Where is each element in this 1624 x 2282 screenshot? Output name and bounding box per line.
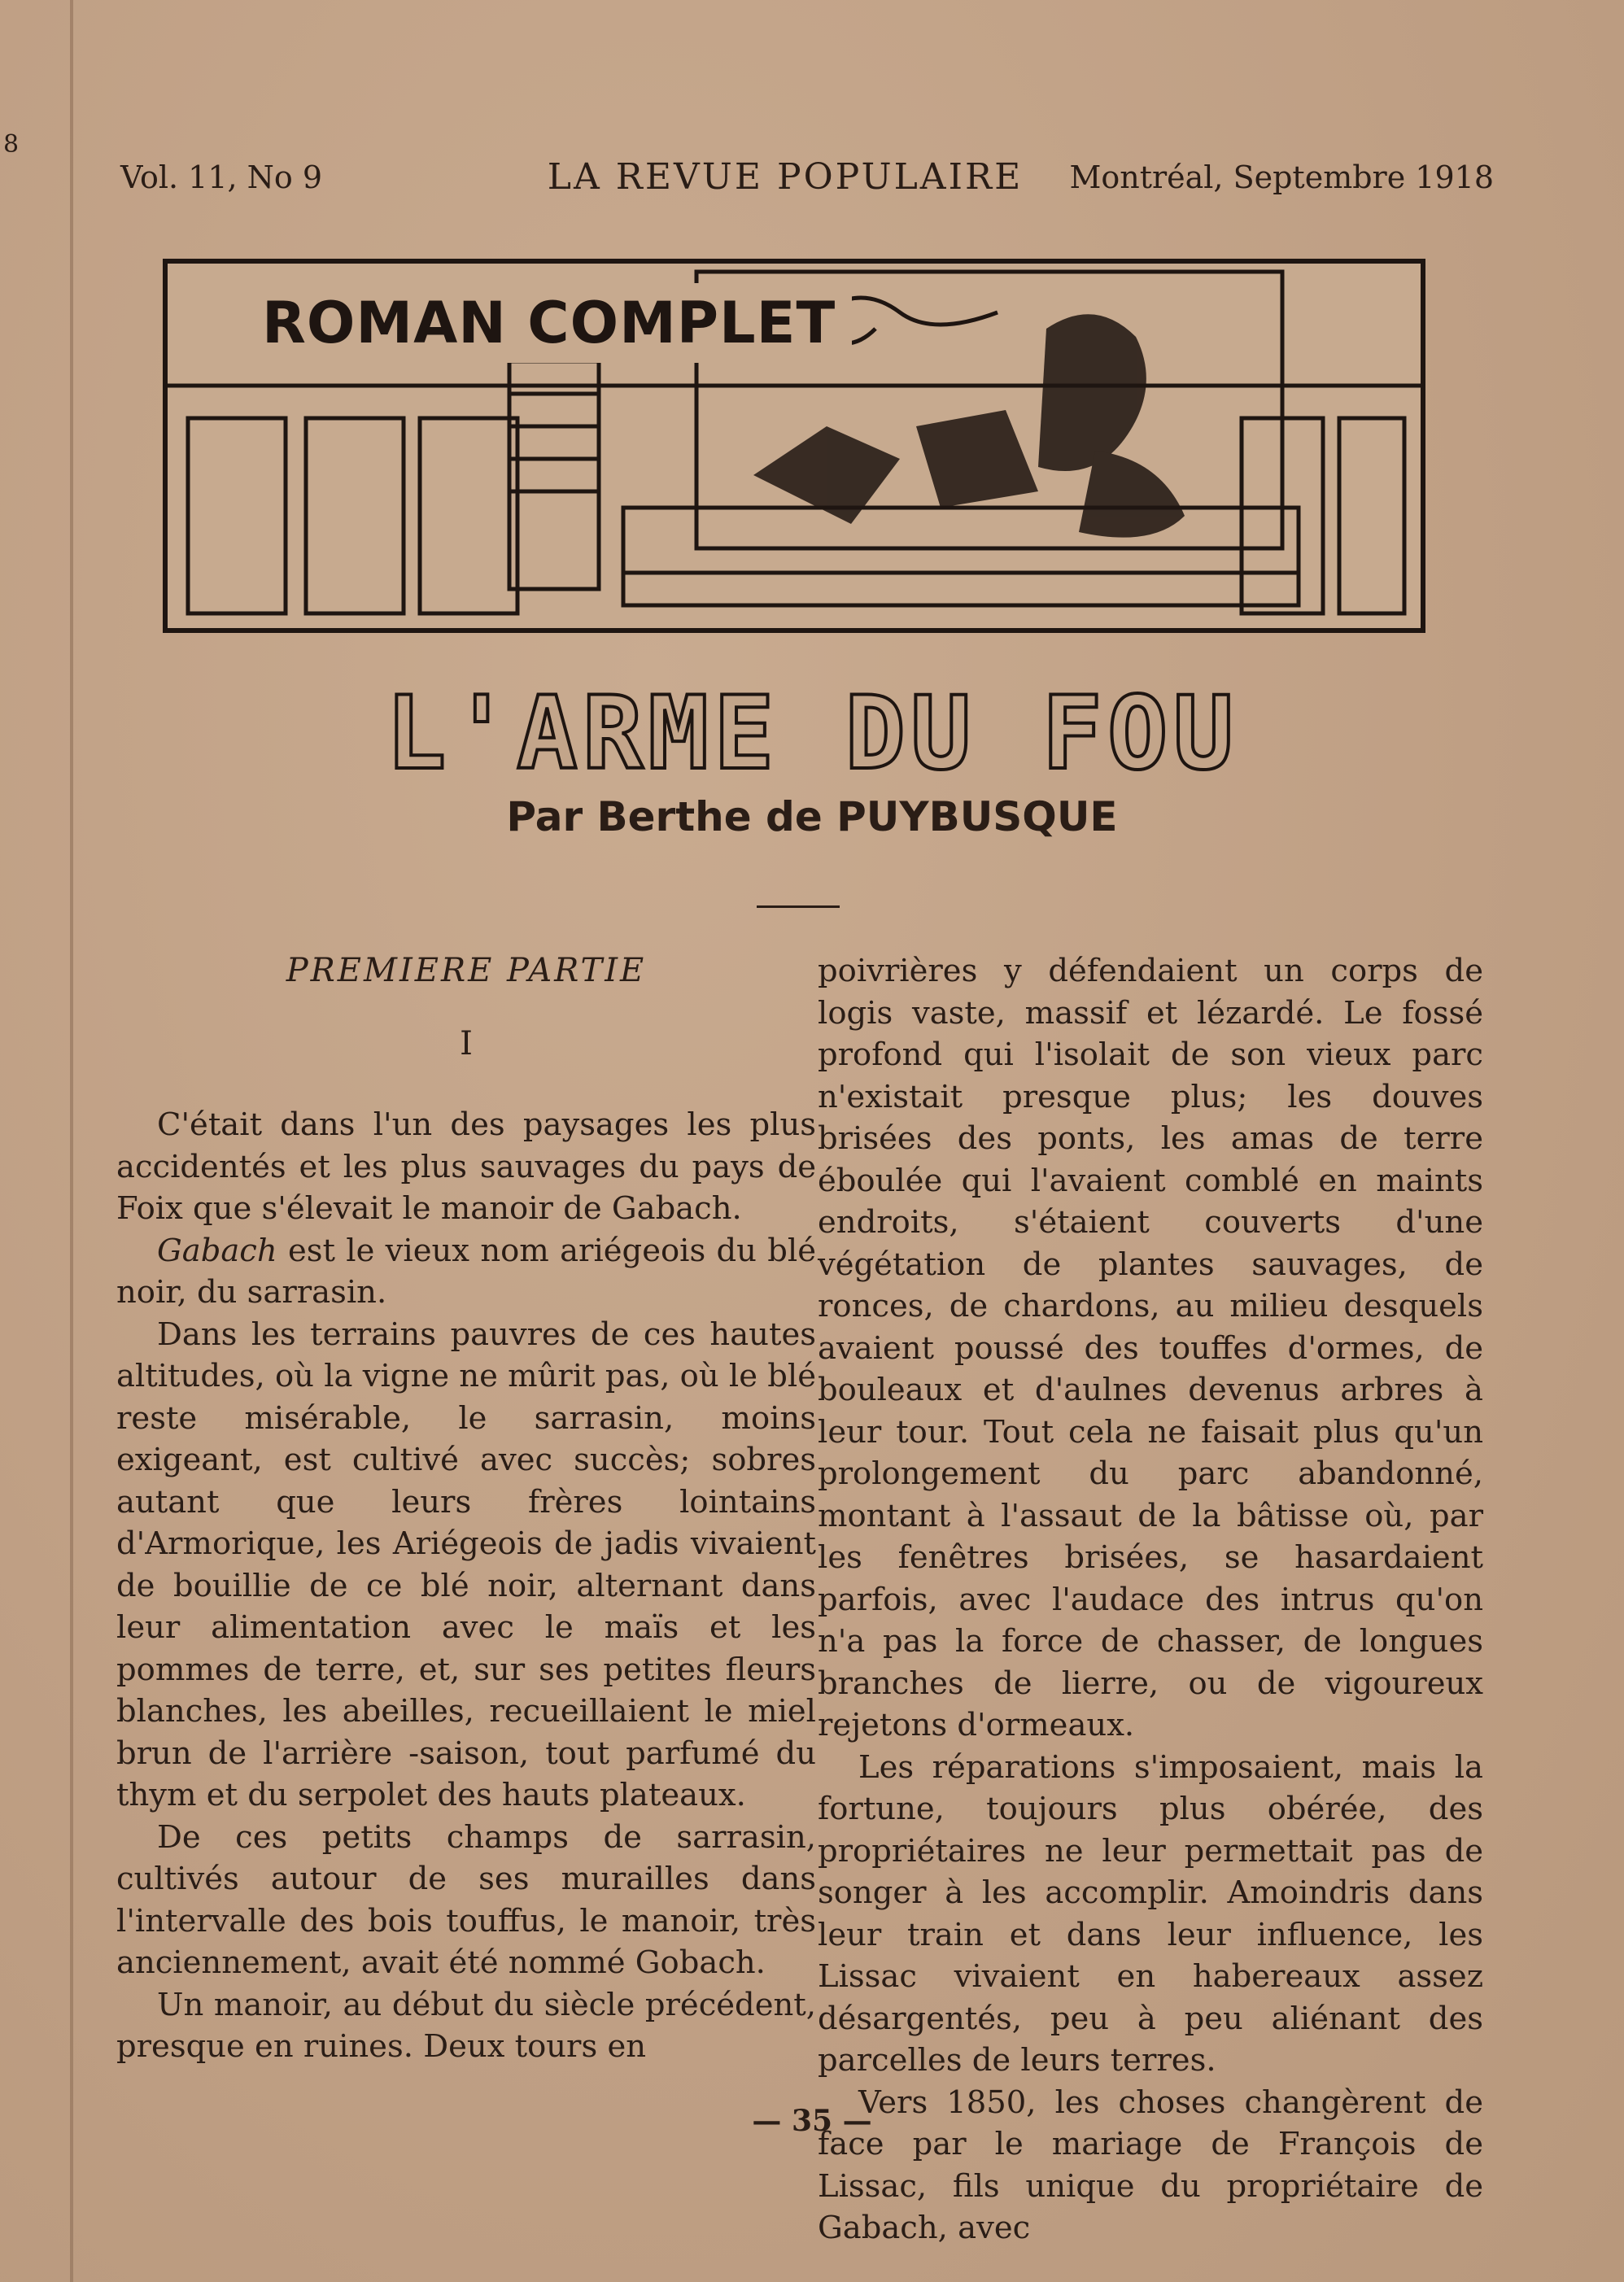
left-text-column xyxy=(116,950,816,2068)
paragraph: Vers 1850, les choses changèrent de face par le mariage de François de Lissac, fils unique du propriétaire de Gabach, avec xyxy=(818,2083,1483,2246)
story-title: L'ARME DU FOU xyxy=(385,675,1239,792)
paragraph: poivrières y défendaient un corps de logis vaste, massif et lézardé. Le fossé profond qui l'isolait de son vieux parc n'existait presque plus; les douves brisées des ponts, les amas de terre éboulée qui l'avaient comblé en maints endroits, s'étaient couverts d'une végétation de plantes sauvages, de ronces, de chardons, au milieu desquels avaient poussé des touffes d'ormes, de bouleaux et d'aulnes devenus arbres à leur tour. Tout cela ne faisait plus qu'un prolongement du parc abandonné, montant à l'assaut de la bâtisse où, par les fenêtres brisées, se hasardaient parfois, avec l'audace des intrus qu'on n'a pas la force de chasser, de longues branches de lierre, ou de vigoureux rejetons d'ormeaux. xyxy=(818,953,1483,1743)
edge-page-mark: 8 xyxy=(3,130,20,159)
chapter-number: I xyxy=(460,1024,473,1062)
paragraph: Les réparations s'imposaient, mais la fortune, toujours plus obérée, des propriétaires ne leur permettait pas de songer à les accomplir. Amoindris dans leur train et dans leur influence, les Lissac vivaient en habereaux assez désargentés, peu à peu aliénant des parcelles de leurs terres. xyxy=(818,1748,1483,2079)
volume-number: Vol. 11, No 9 xyxy=(120,159,323,195)
paragraph: Dans les terrains pauvres de ces hautes altitudes, où la vigne ne mûrit pas, où le blé reste misérable, le sarrasin, moins exigeant, est cultivé avec succès; sobres autant que leurs frères lointains d'Armorique, les Ariégeois de jadis vivaient de bouillie de ce blé noir, alternant dans leur alimentation avec le maïs et les pommes de terre, et, sur ses petites fleurs blanches, les abeilles, recueillaient le miel brun de l'arrière -saison, tout parfumé du thym et du serpolet des hauts plateaux. xyxy=(116,1316,816,1813)
binding-edge xyxy=(70,0,73,2282)
paragraph: C'était dans l'un des paysages les plus accidentés et les plus sauvages du pays de Foix que s'élevait le manoir de Gabach. xyxy=(116,1106,816,1227)
part-heading: PREMIERE PARTIE xyxy=(286,952,647,989)
italic-term: Gabach xyxy=(157,1232,277,1269)
roman-complet-illustration xyxy=(163,259,1425,633)
paragraph: De ces petits champs de sarrasin, cultivés autour de ses murailles dans l'intervalle des bois touffus, le manoir, très anciennement, avait été nommé Gobach. xyxy=(116,1818,816,1981)
issue-date: Montréal, Septembre 1918 xyxy=(1069,159,1494,195)
paragraph: Un manoir, au début du siècle précédent, presque en ruines. Deux tours en xyxy=(116,1986,816,2065)
paragraph-text: est le vieux nom ariégeois du blé noir, du sarrasin. xyxy=(116,1232,816,1311)
banner-label: ROMAN COMPLET xyxy=(246,283,852,363)
author-byline: Par Berthe de PUYBUSQUE xyxy=(506,793,1118,840)
right-text-column xyxy=(818,950,1483,2249)
page-number: — 35 — xyxy=(752,2104,872,2138)
publication-title: LA REVUE POPULAIRE xyxy=(547,156,1024,198)
title-divider xyxy=(757,905,840,908)
paragraph xyxy=(116,1230,816,1314)
